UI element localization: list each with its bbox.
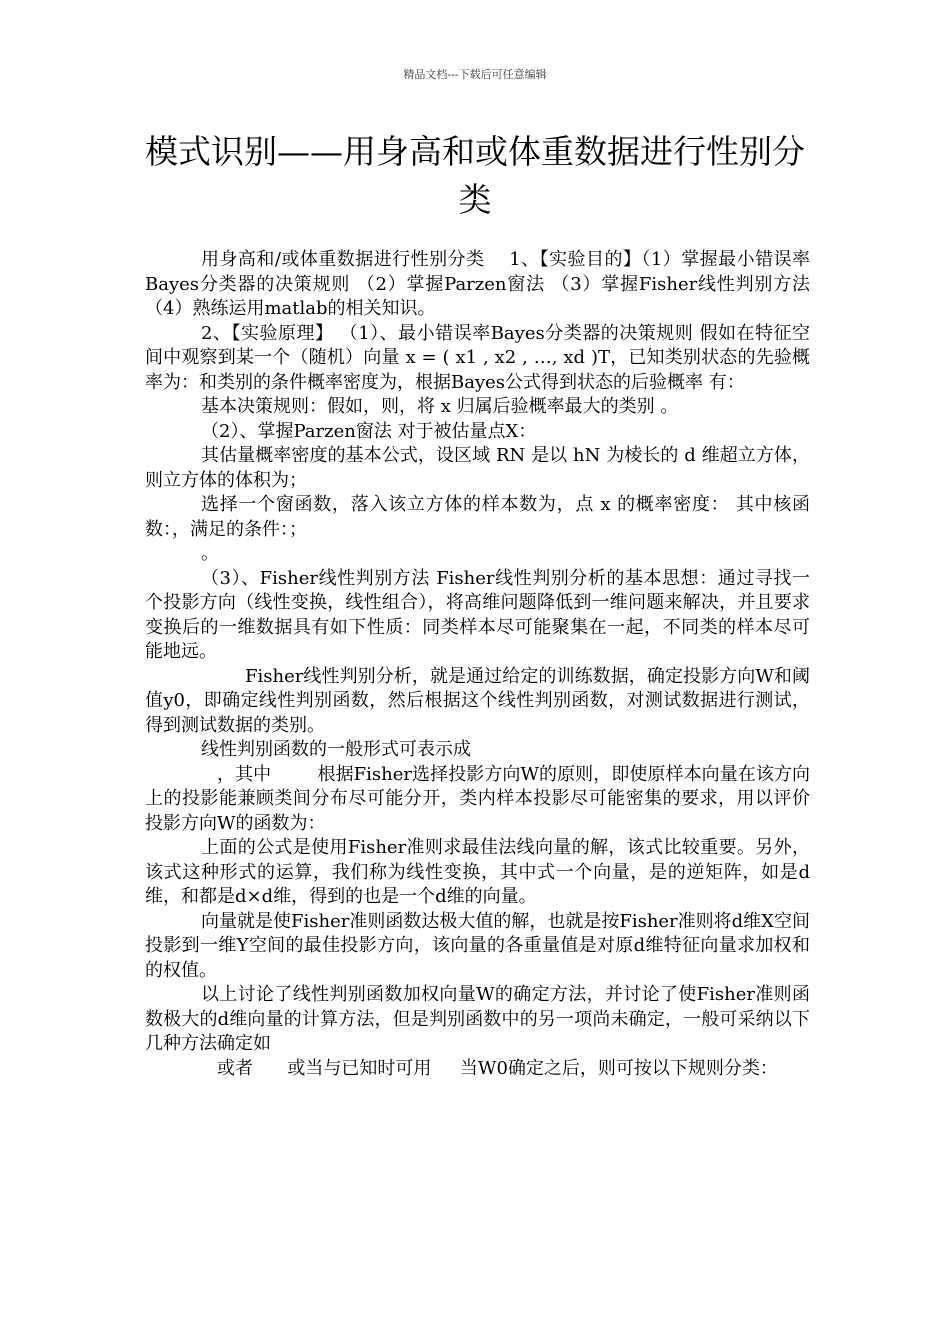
paragraph: Fisher线性判别分析，就是通过给定的训练数据，确定投影方向W和阈值y0，即确定线性判别函数，然后根据这个线性判别函数，对测试数据进行测试，得到测试数据的类别。 bbox=[145, 665, 810, 736]
paragraph: 选择一个窗函数，落入该立方体的样本数为，点 x 的概率密度： 其中核函数：，满足的条件：； bbox=[145, 494, 810, 540]
paragraph: 线性判别函数的一般形式可表示成 bbox=[201, 739, 471, 760]
paragraph: 2、【实验原理】 （1）、最小错误率Bayes分类器的决策规则 假如在特征空间中观察到某一个（随机）向量 x = ( x1 , x2 , …, xd )T，已知类别状态的先验概率为：和类别的条件概率密度为，根据Bayes公式得到状态的后验概率 有： bbox=[145, 322, 810, 393]
paragraph: 向量就是使Fisher准则函数达极大值的解，也就是按Fisher准则将d维X空间投影到一维Y空间的最佳投影方向，该向量的各重量值是对原d维特征向量求加权和的权值。 bbox=[145, 910, 811, 981]
paragraph: 用身高和/或体重数据进行性别分类 1、【实验目的】（1）掌握最小错误率Bayes分类器的决策规则 （2）掌握Parzen窗法 （3）掌握Fisher线性判别方法 （4）熟练运用matlab的相关知识。 bbox=[145, 249, 816, 319]
document-body bbox=[145, 248, 816, 1081]
paragraph: ，其中 根据Fisher选择投影方向W的原则，即使原样本向量在该方向上的投影能兼顾类间分布尽可能分开，类内样本投影尽可能密集的要求，用以评价投影方向W的函数为： bbox=[145, 763, 810, 834]
paragraph: 上面的公式是使用Fisher准则求最佳法线向量的解，该式比较重要。另外，该式这种形式的运算，我们称为线性变换，其中式一个向量，是的逆矩阵，如是d维，和都是d×d维，得到的也是一个d维的向量。 bbox=[145, 837, 810, 907]
page-header: 精品文档---下载后可任意编辑 bbox=[403, 68, 547, 81]
paragraph: 。 bbox=[201, 543, 219, 564]
document-title: 模式识别——用身高和或体重数据进行性别分类 bbox=[145, 132, 805, 219]
paragraph: （2）、掌握Parzen窗法 对于被估量点X： bbox=[201, 420, 537, 442]
paragraph: 以上讨论了线性判别函数加权向量W的确定方法，并讨论了使Fisher准则函数极大的d维向量的计算方法，但是判别函数中的另一项尚未确定，一般可采纳以下几种方法确定如 bbox=[145, 984, 810, 1054]
paragraph: 其估量概率密度的基本公式，设区域 RN 是以 hN 为棱长的 d 维超立方体，则立方体的体积为； bbox=[145, 445, 810, 491]
paragraph: （3）、Fisher线性判别方法 Fisher线性判别分析的基本思想：通过寻找一个投影方向（线性变换，线性组合），将高维问题降低到一维问题来解决，并且要求变换后的一维数据具有如下性质：同类样本尽可能聚集在一起，不同类的样本尽可能地远。 bbox=[145, 567, 810, 662]
paragraph: 基本决策规则：假如，则，将 x 归属后验概率最大的类别 。 bbox=[201, 396, 679, 417]
paragraph: 或者 或当与已知时可用 当W0确定之后，则可按以下规则分类： bbox=[217, 1057, 778, 1079]
